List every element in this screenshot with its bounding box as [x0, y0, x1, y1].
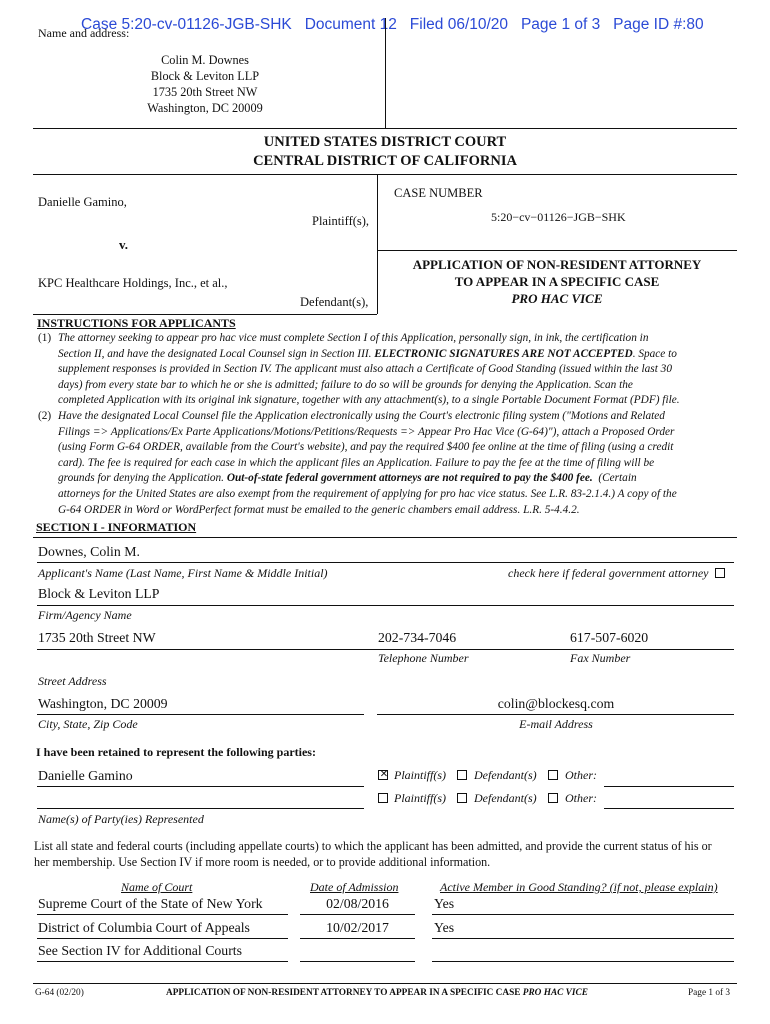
- email-field[interactable]: colin@blockesq.com: [497, 696, 615, 711]
- attorney-address-block: [130, 52, 280, 116]
- header-divider: [385, 18, 386, 128]
- instruction-line: [58, 347, 738, 363]
- plaintiffs-label: Plaintiff(s): [394, 768, 446, 782]
- instruction-line: Filings => Applications/Ex Parte Applications/Motions/Petitions/Requests => Appear Pro Hac Vice (G-64)"), attach a Proposed Order: [58, 425, 675, 438]
- street-field[interactable]: 1735 20th Street NW: [38, 630, 156, 645]
- instruction-emphasis: Out-of-state federal government attorneys are not required to pay the $400 fee.: [226, 472, 593, 485]
- courts-intro-line: List all state and federal courts (including appellate courts) to which the applicant has been admitted, and provide the current status of his or: [34, 839, 712, 853]
- field-line: [37, 714, 364, 715]
- field-line: [37, 649, 734, 650]
- applicant-name-label: Applicant's Name (Last Name, First Name & Middle Initial): [38, 566, 328, 580]
- instruction-emphasis: ELECTRONIC SIGNATURES ARE NOT ACCEPTED: [374, 347, 633, 360]
- application-title-1: APPLICATION OF NON-RESIDENT ATTORNEY: [412, 257, 702, 272]
- caption-mid-rule: [377, 250, 737, 251]
- retained-label: I have been retained to represent the following parties:: [36, 745, 316, 759]
- instruction-line: days) from every state bar to which he or she is admitted; failure to do so will be grounds for denying the Application. Scan the: [58, 378, 633, 391]
- applicant-name-field[interactable]: Downes, Colin M.: [38, 544, 140, 559]
- field-line: [37, 786, 364, 787]
- field-line: [37, 605, 734, 606]
- party2-other-checkbox[interactable]: [548, 793, 558, 803]
- instruction-line: (using Form G-64 ORDER, available from the Court's website), and pay the required $400 fee online at the time of filing (using a credit: [58, 441, 674, 454]
- plaintiff-label: Plaintiff(s),: [312, 214, 370, 228]
- field-line: [37, 914, 288, 915]
- instruction-line: [58, 471, 738, 487]
- instruction-line: Have the designated Local Counsel file the Application electronically using the Court's electronic filing system ("Motions and Related: [58, 410, 665, 422]
- section1-rule: [33, 537, 737, 538]
- parties-label: Name(s) of Party(ies) Represented: [38, 812, 204, 826]
- caption-bottom-rule: [33, 314, 377, 315]
- party1-plaintiff-checkbox[interactable]: [378, 770, 388, 780]
- field-line: [37, 808, 364, 809]
- fax-field[interactable]: 617-507-6020: [570, 630, 649, 645]
- defendant-label: Defendant(s),: [300, 295, 369, 309]
- party2-defendant-checkbox[interactable]: [457, 793, 467, 803]
- party1-other-checkbox[interactable]: [548, 770, 558, 780]
- federal-attorney-checkbox[interactable]: [715, 568, 725, 578]
- court-name-cell[interactable]: See Section IV for Additional Courts: [38, 943, 242, 958]
- header-rule: [33, 128, 737, 129]
- instruction-line: completed Application with its original ink signature, together with any attachment(s), to a single Portable Document Format (PDF) file.: [58, 394, 680, 407]
- city-field[interactable]: Washington, DC 20009: [38, 696, 168, 711]
- instruction-line: attorneys for the United States are also exempt from the requirement of applying for pro hac vice status. See L.R. 83-2.1.4.) A copy of the: [58, 487, 677, 500]
- firm-label: Firm/Agency Name: [38, 608, 132, 622]
- address-line: 1735 20th Street NW: [152, 85, 258, 99]
- defendants-label: Defendant(s): [474, 768, 537, 782]
- defendants-label: Defendant(s): [474, 791, 537, 805]
- footer-rule: [33, 983, 737, 984]
- federal-attorney-label: check here if federal government attorney: [508, 566, 709, 580]
- footer-title-italic: PRO HAC VICE: [522, 988, 588, 998]
- court-line-1: UNITED STATES DISTRICT COURT: [263, 134, 507, 150]
- other-field-line[interactable]: [604, 786, 734, 787]
- field-line: [432, 961, 734, 962]
- address-line: Colin M. Downes: [161, 53, 249, 67]
- field-line: [37, 938, 288, 939]
- admission-date-cell[interactable]: 10/02/2017: [326, 920, 389, 935]
- plaintiff-name: Danielle Gamino,: [38, 195, 127, 209]
- instruction-text: grounds for denying the Application.: [58, 472, 224, 485]
- field-line: [300, 938, 415, 939]
- court-title: [0, 133, 770, 171]
- form-number: G-64 (02/20): [35, 988, 84, 998]
- field-line: [300, 961, 415, 962]
- field-line: [300, 914, 415, 915]
- footer-title: [166, 988, 588, 998]
- admission-date-cell[interactable]: 02/08/2016: [326, 896, 389, 911]
- instruction-line: supplement responses is provided in Section IV. The applicant must also attach a Certificate of Good Standing (issued within the last 30: [58, 363, 672, 376]
- plaintiffs-label: Plaintiff(s): [394, 791, 446, 805]
- street-label: Street Address: [38, 674, 107, 688]
- court-line-2: CENTRAL DISTRICT OF CALIFORNIA: [253, 153, 517, 169]
- instruction-line: card). The fee is required for each case in which the applicant files an Application. Failure to pay the fee at the time of filing will be: [58, 456, 655, 469]
- phone-label: Telephone Number: [378, 651, 469, 665]
- field-line: [377, 714, 734, 715]
- courts-intro: [34, 838, 712, 870]
- courts-intro-line: her membership. Use Section IV if more room is needed, or to provide additional information.: [34, 855, 491, 869]
- case-number-label: CASE NUMBER: [394, 186, 483, 200]
- court-name-cell[interactable]: District of Columbia Court of Appeals: [38, 920, 250, 935]
- party-name-field[interactable]: Danielle Gamino: [38, 768, 133, 783]
- email-label: E-mail Address: [519, 717, 593, 731]
- address-line: Washington, DC 20009: [147, 101, 263, 115]
- other-field-line[interactable]: [604, 808, 734, 809]
- footer-title-text: APPLICATION OF NON-RESIDENT ATTORNEY TO APPEAR IN A SPECIFIC CASE: [166, 988, 523, 998]
- instruction-item-2: [38, 409, 738, 518]
- versus: v.: [119, 237, 129, 252]
- instruction-line: G-64 ORDER in Word or WordPerfect format must be emailed to the generic chambers email address. L.R. 5-4.4.2.: [58, 503, 580, 516]
- instructions-heading: INSTRUCTIONS FOR APPLICANTS: [37, 316, 236, 330]
- standing-cell[interactable]: Yes: [434, 896, 455, 911]
- defendant-name: KPC Healthcare Holdings, Inc., et al.,: [38, 276, 228, 290]
- application-title-2: TO APPEAR IN A SPECIFIC CASE: [454, 274, 660, 289]
- standing-cell[interactable]: Yes: [434, 920, 455, 935]
- other-label: Other:: [565, 768, 597, 782]
- party2-plaintiff-checkbox[interactable]: [378, 793, 388, 803]
- case-number: 5:20−cv−01126−JGB−SHK: [491, 210, 626, 224]
- standing-column-header: Active Member in Good Standing? (if not, please explain): [440, 880, 718, 894]
- court-name-cell[interactable]: Supreme Court of the State of New York: [38, 896, 263, 911]
- court-column-header: Name of Court: [121, 880, 193, 894]
- instruction-text: Section II, and have the designated Local Counsel sign in Section III.: [58, 347, 372, 360]
- field-line: [432, 914, 734, 915]
- field-line: [37, 961, 288, 962]
- date-column-header: Date of Admission: [310, 880, 399, 894]
- firm-field[interactable]: Block & Leviton LLP: [38, 586, 160, 601]
- fax-label: Fax Number: [570, 651, 631, 665]
- name-address-label: Name and address:: [38, 26, 130, 40]
- case-stamp: Case 5:20-cv-01126-JGB-SHK Document 12 Filed 06/10/20 Page 1 of 3 Page ID #:80: [81, 16, 704, 33]
- application-title-3: PRO HAC VICE: [511, 291, 603, 306]
- field-line: [37, 562, 734, 563]
- instruction-text: (Certain: [592, 472, 637, 485]
- phone-field[interactable]: 202-734-7046: [378, 630, 457, 645]
- instruction-line: The attorney seeking to appear pro hac vice must complete Section I of this Application, personally sign, in ink, the certification in: [58, 332, 649, 344]
- address-line: Block & Leviton LLP: [150, 69, 260, 83]
- instruction-text: . Space to: [632, 347, 677, 360]
- party1-defendant-checkbox[interactable]: [457, 770, 467, 780]
- field-line: [432, 938, 734, 939]
- application-title: [377, 256, 737, 307]
- page-number: Page 1 of 3: [688, 988, 731, 998]
- section1-heading: SECTION I - INFORMATION: [36, 520, 197, 534]
- other-label: Other:: [565, 791, 597, 805]
- city-label: City, State, Zip Code: [38, 717, 138, 731]
- instruction-item-1: [38, 331, 738, 409]
- item-number: (1): [38, 332, 52, 344]
- court-rule: [33, 174, 737, 175]
- item-number: (2): [38, 410, 52, 422]
